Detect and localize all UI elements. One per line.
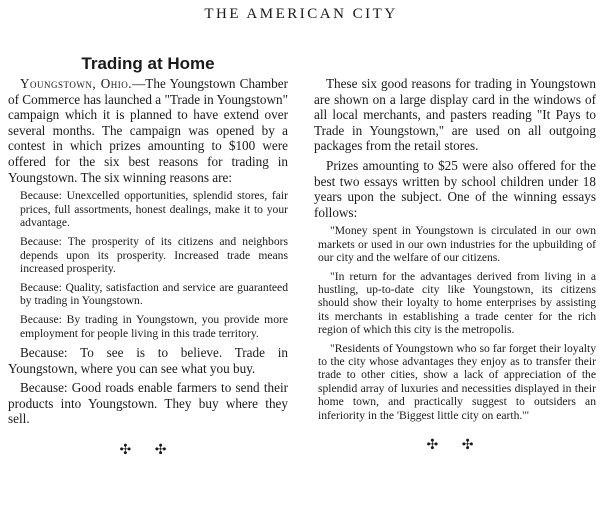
section-ornament-right: ✣ ✣ bbox=[426, 438, 484, 454]
running-head: THE AMERICAN CITY bbox=[204, 6, 398, 22]
essay-paragraph-2: "In return for the advantages derived from living in a hustling, up-to-date city like Youngstown, its citizens should show their loyalty to home enterprises by assisting its merchants in establishing a trade center for the rich region of which this city is the metropolis. bbox=[318, 269, 596, 337]
section-ornament-left: ✣ ✣ bbox=[119, 443, 177, 459]
reason-5: Because: To see is to believe. Trade in Youngstown, where you can see what you buy. bbox=[8, 345, 288, 376]
dateline: Youngstown, Ohio. bbox=[20, 76, 133, 91]
essay-paragraph-3: "Residents of Youngstown who so far forget their loyalty to the city whose advantages they enjoy as to transfer their trade to other cities, show a lack of appreciation of the splendid array of luxuries and necessities displayed in their home town, and practically suggest to outsiders an inferiority in the 'Biggest little city on earth.'" bbox=[318, 341, 596, 422]
right-column bbox=[314, 76, 596, 454]
essay-paragraph-1: "Money spent in Youngstown is circulated in our own markets or used in our own industries for the upbuilding of our city and the welfare of our citizens. bbox=[318, 224, 596, 265]
article-title: Trading at Home bbox=[81, 54, 215, 73]
reason-1: Because: Unexcelled opportunities, splendid stores, fair prices, full assortments, honest dealings, make it to your advantage. bbox=[20, 189, 288, 230]
intro-paragraph bbox=[8, 76, 288, 185]
right-paragraph-2: Prizes amounting to $25 were also offered for the best two essays written by school children under 18 years upon the subject. One of the winning essays follows: bbox=[314, 157, 596, 220]
reason-3: Because: Quality, satisfaction and service are guaranteed by trading in Youngstown. bbox=[20, 280, 288, 308]
left-column bbox=[8, 54, 288, 459]
reason-4: Because: By trading in Youngstown, you provide more employment for people living in this trade territory. bbox=[20, 312, 288, 340]
intro-text: —The Youngstown Chamber of Commerce has launched a "Trade in Youngstown" campaign which it is planned to have extend over several months. The campaign was opened by a contest in which prizes amounting to $100 were offered for the six best reasons for trading in Youngstown. The six winning reasons are: bbox=[8, 76, 288, 185]
reason-2: Because: The prosperity of its citizens and neighbors depends upon its prosperity. Increased trade means increased prosperity. bbox=[20, 234, 288, 276]
reason-6: Because: Good roads enable farmers to send their products into Youngstown. They buy where they sell. bbox=[8, 380, 288, 427]
right-paragraph-1: These six good reasons for trading in Youngstown are shown on a large display card in the windows of all local merchants, and pasters reading "It Pays to Trade in Youngstown," are used on all outgoing packages from the retail stores. bbox=[314, 76, 596, 154]
